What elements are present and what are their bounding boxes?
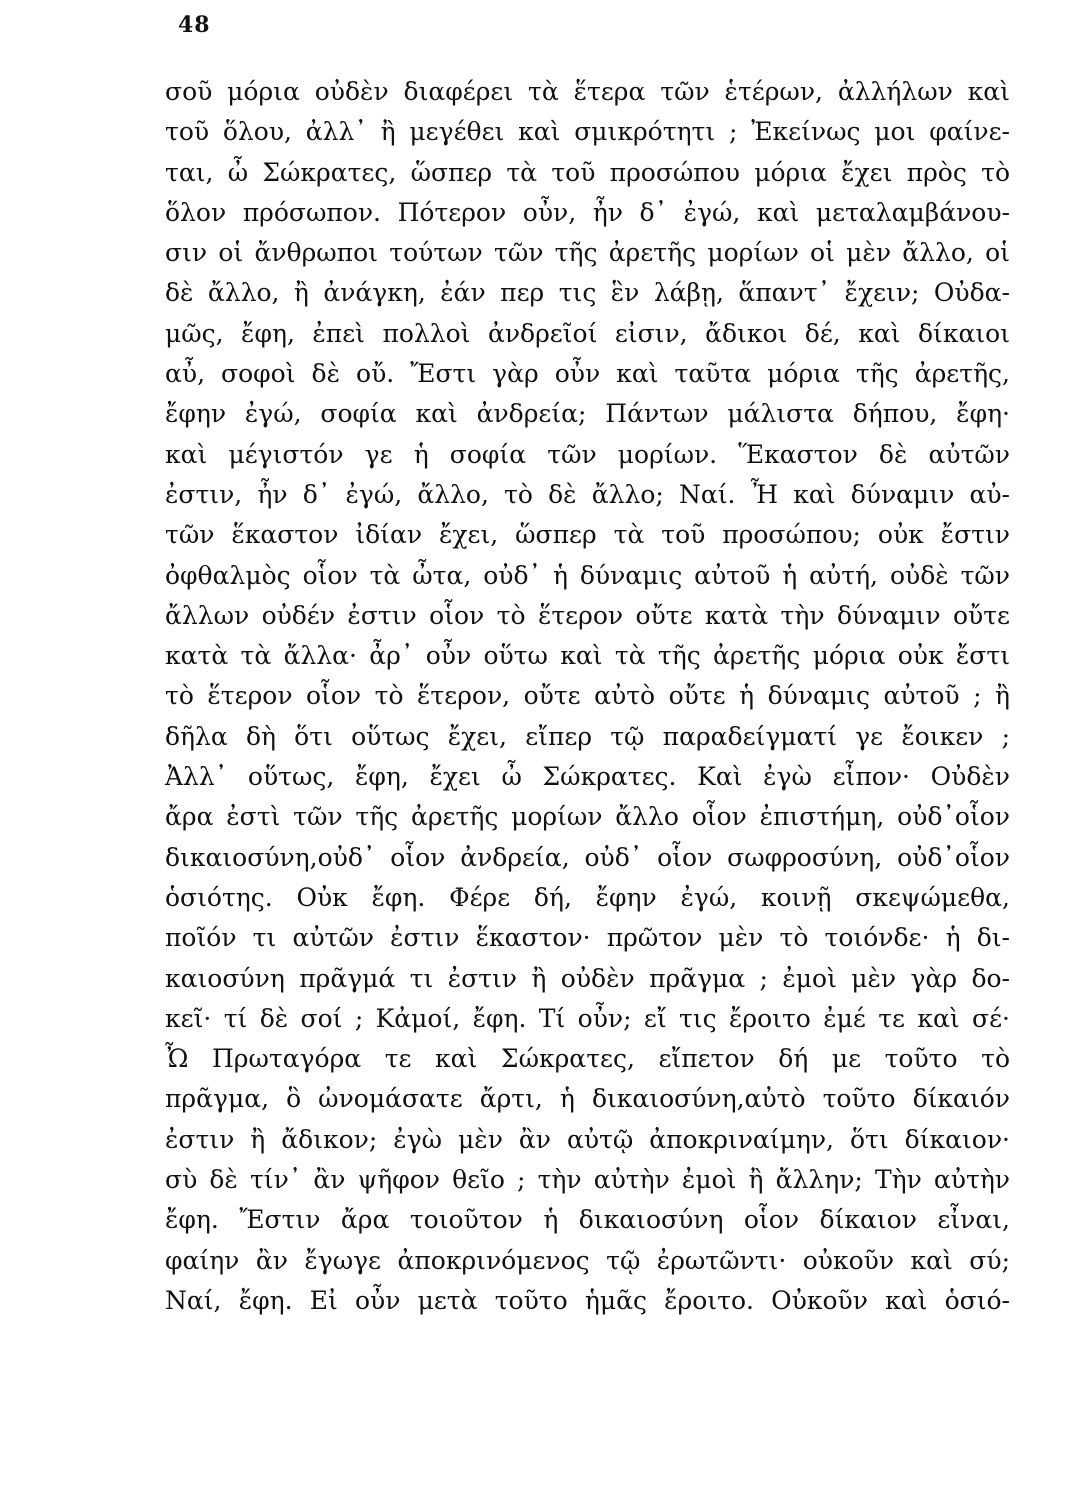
- text-line: πρᾶγμα, ὃ ὠνομάσατε ἄρτι, ἡ δικαιοσύνη,αὐτὸ τοῦτο δίκαιόν: [165, 1084, 1010, 1114]
- text-line: ἐστιν, ἦν δ᾽ ἐγώ, ἄλλο, τὸ δὲ ἄλλο; Ναί. Ἦ καὶ δύναμιν αὐ-: [165, 479, 1010, 509]
- text-line: ποῖόν τι αὐτῶν ἐστιν ἕκαστον· πρῶτον μὲν τὸ τοιόνδε· ἡ δι-: [165, 923, 1010, 953]
- text-line: τοῦ ὅλου, ἀλλ᾽ ἢ μεγέθει καὶ σμικρότητι ; Ἐκείνως μοι φαίνε-: [165, 117, 1010, 147]
- text-line: Ναί, ἔφη. Εἰ οὖν μετὰ τοῦτο ἡμᾶς ἔροιτο. Οὐκοῦν καὶ ὁσιό-: [165, 1285, 1010, 1315]
- text-line: δικαιοσύνη,οὐδ᾽ οἷον ἀνδρεία, οὐδ᾽ οἷον σωφροσύνη, οὐδ᾽οἷον: [165, 842, 1010, 872]
- text-line: αὖ, σοφοὶ δὲ οὔ. Ἔστι γὰρ οὖν καὶ ταῦτα μόρια τῆς ἀρετῆς,: [165, 359, 1010, 389]
- text-line: σοῦ μόρια οὐδὲν διαφέρει τὰ ἕτερα τῶν ἑτέρων, ἀλλήλων καὶ: [165, 77, 1010, 106]
- text-line: κατὰ τὰ ἄλλα· ἆρ᾽ οὖν οὕτω καὶ τὰ τῆς ἀρετῆς μόρια οὐκ ἔστι: [165, 641, 1010, 671]
- text-line: κεῖ· τί δὲ σοί ; Κἀμοί, ἔφη. Τί οὖν; εἴ τις ἔροιτο ἐμέ τε καὶ σέ·: [165, 1003, 1010, 1033]
- text-line: ὅλον πρόσωπον. Πότερον οὖν, ἦν δ᾽ ἐγώ, καὶ μεταλαμβάνου-: [165, 197, 1010, 227]
- text-line: ἔφην ἐγώ, σοφία καὶ ἀνδρεία; Πάντων μάλιστα δήπου, ἔφη·: [165, 399, 1010, 429]
- text-line: τῶν ἕκαστον ἰδίαν ἔχει, ὥσπερ τὰ τοῦ προσώπου; οὐκ ἔστιν: [165, 520, 1010, 550]
- text-line: Ὦ Πρωταγόρα τε καὶ Σώκρατες, εἴπετον δή με τοῦτο τὸ: [165, 1044, 1010, 1074]
- text-line: ἄλλων οὐδέν ἐστιν οἷον τὸ ἕτερον οὔτε κατὰ τὴν δύναμιν οὔτε: [165, 600, 1010, 630]
- text-line: σιν οἱ ἄνθρωποι τούτων τῶν τῆς ἀρετῆς μορίων οἱ μὲν ἄλλο, οἱ: [165, 238, 1010, 268]
- text-line: καὶ μέγιστόν γε ἡ σοφία τῶν μορίων. Ἕκαστον δὲ αὐτῶν: [165, 439, 1010, 469]
- text-line: φαίην ἂν ἔγωγε ἀποκρινόμενος τῷ ἐρωτῶντι· οὐκοῦν καὶ σύ;: [165, 1245, 1010, 1275]
- text-line: Ἀλλ᾽ οὕτως, ἔφη, ἔχει ὦ Σώκρατες. Καὶ ἐγὼ εἶπον· Οὐδὲν: [165, 762, 1010, 792]
- text-line: σὺ δὲ τίν᾽ ἂν ψῆφον θεῖο ; τὴν αὐτὴν ἐμοὶ ἢ ἄλλην; Τὴν αὐτὴν: [165, 1165, 1010, 1195]
- text-line: τὸ ἕτερον οἷον τὸ ἕτερον, οὔτε αὐτὸ οὔτε ἡ δύναμις αὐτοῦ ; ἢ: [165, 681, 1010, 711]
- page-number: 48: [178, 12, 211, 38]
- text-line: ἔφη. Ἔστιν ἄρα τοιοῦτον ἡ δικαιοσύνη οἷον δίκαιον εἶναι,: [165, 1205, 1010, 1235]
- text-line: ὁσιότης. Οὐκ ἔφη. Φέρε δή, ἔφην ἐγώ, κοινῇ σκεψώμεθα,: [165, 882, 1010, 912]
- greek-text-block: [165, 72, 1010, 1321]
- text-line: καιοσύνη πρᾶγμά τι ἐστιν ἢ οὐδὲν πρᾶγμα ; ἐμοὶ μὲν γὰρ δο-: [165, 963, 1010, 993]
- text-line: δὲ ἄλλο, ἢ ἀνάγκη, ἐάν περ τις ἓν λάβῃ, ἅπαντ᾽ ἔχειν; Οὐδα-: [165, 278, 1010, 308]
- text-line: μῶς, ἔφη, ἐπεὶ πολλοὶ ἀνδρεῖοί εἰσιν, ἄδικοι δέ, καὶ δίκαιοι: [165, 318, 1010, 348]
- text-line: ὀφθαλμὸς οἷον τὰ ὦτα, οὐδ᾽ ἡ δύναμις αὐτοῦ ἡ αὐτή, οὐδὲ τῶν: [165, 560, 1010, 590]
- text-line: δῆλα δὴ ὅτι οὕτως ἔχει, εἴπερ τῷ παραδείγματί γε ἔοικεν ;: [165, 721, 1010, 751]
- text-line: ἐστιν ἢ ἄδικον; ἐγὼ μὲν ἂν αὐτῷ ἀποκριναίμην, ὅτι δίκαιον·: [165, 1124, 1010, 1154]
- text-line: ἄρα ἐστὶ τῶν τῆς ἀρετῆς μορίων ἄλλο οἷον ἐπιστήμη, οὐδ᾽οἷον: [165, 802, 1010, 832]
- text-line: ται, ὦ Σώκρατες, ὥσπερ τὰ τοῦ προσώπου μόρια ἔχει πρὸς τὸ: [165, 157, 1010, 187]
